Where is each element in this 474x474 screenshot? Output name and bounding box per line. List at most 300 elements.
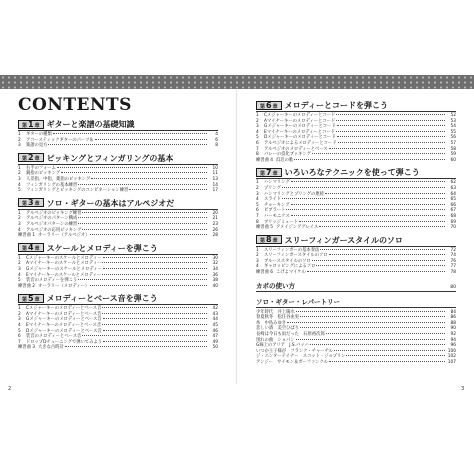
leader-dots (310, 344, 445, 345)
entry-page: 72 (450, 247, 456, 253)
entry-title: アルペジオの応用ピッキング (26, 227, 82, 233)
chapter-title: ギターと楽譜の基礎知識 (46, 119, 135, 129)
entry-page: 52 (450, 113, 456, 118)
leader-dots (329, 254, 445, 255)
chapter-prefix: 第 (22, 201, 28, 208)
chapter-heading[interactable] (256, 234, 456, 247)
entry-title: スライド (264, 197, 282, 203)
leader-dots (90, 234, 207, 235)
leader-dots (307, 271, 445, 272)
repertoire-song: G線上のアリア J.S.バッハ (256, 343, 309, 349)
repertoire-page: 86 (450, 315, 456, 321)
entry-title: ブルーススタイルのソロ (264, 258, 311, 264)
chapter-section (18, 152, 218, 194)
leader-dots (102, 307, 207, 308)
chapter-title: メロディーとコードを弾こう (284, 100, 388, 110)
leader-dots (325, 193, 445, 194)
chapter-title: ソロ・ギターの基本はアルペジオだ (46, 197, 175, 208)
entry-number: 2 (256, 253, 259, 259)
leader-dots (78, 217, 207, 218)
entry-number: 6 (256, 140, 259, 146)
entry-number: 5 (18, 278, 21, 284)
entry-page: 69 (450, 219, 456, 225)
chapter-section (18, 292, 218, 351)
entry-page: 28 (212, 233, 218, 239)
entry-page: 40 (212, 283, 218, 289)
entry-title: ハーモニクス (264, 213, 290, 219)
page-number-left: 2 (8, 386, 12, 392)
entry-title: アルペジオによるメロディーとコード (264, 140, 337, 146)
chapter-section (256, 166, 456, 230)
leader-dots (336, 131, 445, 132)
leader-dots (57, 167, 207, 168)
leader-dots (103, 268, 207, 269)
entry-page: 70 (450, 225, 456, 231)
chapter-number: 3 (28, 198, 34, 208)
leader-dots (78, 223, 207, 224)
chapter-section (256, 234, 456, 276)
entry-number: 3 (18, 221, 21, 227)
entry-title: Aマイナーキーのスケールとメロディー (26, 261, 102, 267)
entry-page: 78 (450, 270, 456, 276)
chapter-section (18, 242, 218, 290)
toc-entry[interactable] (18, 233, 218, 239)
entry-number: 2 (18, 171, 21, 177)
entry-number: 2 (18, 261, 21, 267)
entry-number: 3 (256, 191, 259, 197)
entry-page: 62 (450, 180, 456, 186)
chapter-prefix: 第 (22, 246, 28, 253)
entry-title: ビブラート (264, 208, 286, 214)
entry-number: 練習曲 3 (18, 345, 35, 351)
chapter-title: スケールとメロディーを弾こう (46, 242, 158, 253)
chapter-suffix: 章 (272, 103, 278, 110)
entry-page: 53 (450, 118, 456, 124)
repertoire-page: 88 (450, 320, 456, 326)
repertoire-song: 別れの曲 ショパン (256, 337, 295, 343)
entry-number: 5 (18, 188, 21, 194)
entry-page: 11 (212, 171, 218, 177)
entry-title: バレーの技化ブッキング (264, 152, 311, 158)
entry-title: Gメジャーキーのスケールとメロディー (26, 266, 102, 272)
entry-title: ブリッジミュート (264, 219, 298, 225)
entry-title: ハンマリング (264, 180, 290, 186)
leader-dots (78, 279, 207, 280)
entry-number: 3 (18, 176, 21, 182)
entry-page: 58 (450, 146, 456, 152)
entry-page: 50 (212, 345, 218, 351)
leader-dots (282, 198, 445, 199)
chapter-heading[interactable] (18, 242, 218, 255)
chapter-badge (18, 198, 44, 207)
entry-number: 練習曲 1 (18, 233, 35, 239)
leader-dots (91, 178, 207, 179)
chapter-title: スリーフィンガースタイルのソロ (284, 234, 403, 245)
toc-entry[interactable] (256, 225, 456, 231)
entry-number: 3 (256, 124, 259, 130)
entry-number: 2 (256, 118, 259, 124)
entry-page: 45 (212, 323, 218, 329)
repertoire-title: ソロ・ギター・レパートリー (256, 297, 340, 306)
entry-title: スリーフィンガースタイルのソロ (264, 253, 328, 259)
left-chapter-list (18, 118, 218, 351)
entry-page: 34 (212, 266, 218, 272)
leader-dots (103, 257, 207, 258)
entry-title: アルペジオのパターン構成 (26, 216, 78, 222)
entry-page: 55 (450, 129, 456, 135)
chapter-suffix: 章 (272, 170, 278, 177)
decorative-header-band (0, 75, 474, 89)
entry-page: 77 (450, 264, 456, 270)
entry-title: スリーフィンガーの基本奏法 (264, 247, 320, 253)
repertoire-page: 102 (447, 354, 456, 360)
repertoire-page: 100 (447, 348, 456, 354)
chapter-suffix: 章 (34, 156, 40, 163)
leader-dots (296, 339, 445, 340)
repertoire-song: いつか王子様が フランク・チャーチル (256, 348, 333, 354)
repertoire-song: 悲しい酒 美空ひばり (256, 326, 299, 332)
leader-dots (294, 159, 445, 160)
entry-page: 44 (212, 317, 218, 323)
entry-number: 練習曲 2 (18, 283, 35, 289)
chapter-number: 6 (266, 100, 272, 110)
entry-number: 練習曲 6 (256, 270, 273, 276)
chapter-number: 7 (266, 167, 272, 177)
toc-entry[interactable] (18, 143, 218, 149)
chapter-heading[interactable] (18, 152, 218, 165)
entry-number: 4 (18, 227, 21, 233)
leader-dots (319, 226, 445, 227)
entry-page: 49 (212, 339, 218, 345)
contents-heading: CONTENTS (18, 95, 132, 115)
repertoire-section-heading (256, 297, 456, 308)
entry-title: Dメジャーキーのメロディーとベース音 (26, 328, 102, 334)
entry-number: 8 (256, 152, 259, 158)
leader-dots (95, 139, 207, 140)
chapter-prefix: 第 (260, 170, 266, 177)
leader-dots (102, 313, 207, 314)
repertoire-page: 92 (450, 332, 456, 338)
entry-title: アルペジオパターンの練習 (26, 221, 78, 227)
leader-dots (326, 333, 445, 334)
entry-page: 43 (212, 311, 218, 317)
repertoire-song: 少年時代 井上陽水 (256, 309, 295, 315)
entry-page: 30 (212, 255, 218, 261)
entry-page: 76 (450, 258, 456, 264)
leader-dots (282, 187, 445, 188)
entry-number: 2 (18, 137, 21, 143)
entry-title: ギャロッピングによるソロ (264, 264, 316, 270)
entry-title: 装音のメロディーとベース音 (26, 334, 82, 340)
entry-number: 練習曲 5 (256, 225, 273, 231)
entry-title: 浜辺の歌 (276, 157, 294, 163)
chapter-badge (256, 101, 282, 110)
chapter-badge (256, 168, 282, 177)
chapter-heading[interactable] (18, 197, 218, 210)
entry-title: アルペジオのメロディーとベース (264, 146, 328, 152)
chapter-badge (18, 120, 44, 129)
entry-title: Eマイナーキーのスケールとメロディー (26, 272, 102, 278)
entry-title: プリング (264, 185, 281, 191)
entry-title: Cメジャーキーのメロディーとベース音 (26, 306, 102, 312)
leader-dots (82, 212, 207, 213)
capo-section-heading[interactable] (256, 281, 456, 292)
leader-dots (316, 265, 445, 266)
leader-dots (312, 153, 445, 154)
entry-page: 13 (212, 176, 218, 182)
repertoire-page: 107 (447, 360, 456, 365)
entry-page: 26 (212, 227, 218, 233)
entry-number: 8 (256, 219, 259, 225)
entry-title: ドロップDチューニングで弾いてみよう (26, 339, 103, 345)
leader-dots (299, 221, 445, 222)
chapter-heading[interactable] (18, 118, 218, 131)
entry-title: オーラリー（メロディー） (38, 283, 90, 289)
leader-dots (320, 249, 445, 250)
leader-dots (300, 316, 445, 317)
entry-page: 56 (450, 135, 456, 141)
entry-title: ギターの種類 (26, 132, 52, 137)
leader-dots (334, 350, 445, 351)
chapter-suffix: 章 (34, 122, 40, 129)
chapter-badge (256, 235, 282, 244)
entry-title: フィンガリングとピッキングのコンビネーション練習 (26, 188, 129, 194)
toc-entry[interactable] (18, 188, 218, 194)
entry-title: Gメジャーキーのメロディーとベース音 (26, 317, 102, 323)
entry-number: 1 (256, 113, 259, 118)
entry-number: 4 (18, 182, 21, 188)
toc-entry[interactable] (18, 345, 218, 351)
repertoire-entry[interactable] (256, 360, 456, 366)
chapter-prefix: 第 (260, 238, 266, 245)
entry-number: 2 (18, 311, 21, 317)
entry-page: 67 (450, 208, 456, 214)
leader-dots (65, 346, 207, 347)
chapter-title: メロディーとベース音を弾こう (46, 293, 158, 304)
leader-dots (287, 322, 445, 323)
entry-title: フィンガリングの基本練習 (26, 182, 78, 188)
chapter-section (18, 118, 218, 149)
page-number-right: 3 (461, 386, 465, 392)
entry-page: 64 (450, 191, 456, 197)
entry-number: 4 (256, 129, 259, 135)
chapter-prefix: 第 (22, 156, 28, 163)
repertoire-page: 84 (450, 309, 456, 315)
chapter-badge (18, 243, 44, 252)
entry-number: 4 (256, 197, 259, 203)
entry-number: 5 (256, 135, 259, 141)
leader-dots (78, 184, 207, 185)
entry-page: 4 (215, 132, 218, 137)
right-chapter-list (256, 99, 456, 276)
entry-number: 5 (256, 202, 259, 208)
entry-title: 右手のフォーム (26, 165, 56, 171)
leader-dots (129, 189, 207, 190)
leader-dots (336, 114, 445, 115)
leader-dots (329, 148, 445, 149)
entry-title: チョーキング (264, 202, 290, 208)
entry-page: 74 (450, 253, 456, 259)
chapter-badge (18, 294, 44, 303)
entry-page: 57 (450, 140, 456, 146)
entry-number: 3 (256, 258, 259, 264)
repertoire-song: 春夏秋冬 松任谷由実 (256, 315, 299, 321)
entry-number: 1 (256, 247, 259, 253)
entry-page: 20 (212, 210, 218, 216)
repertoire-page: 90 (450, 326, 456, 332)
chapter-number: 4 (28, 243, 34, 253)
repertoire-page: 94 (450, 337, 456, 343)
leader-dots (102, 324, 207, 325)
capo-title: カポの使い方 (256, 281, 295, 290)
entry-title: アメイジンググレイス (276, 225, 319, 231)
leader-dots (312, 260, 445, 261)
chapter-number: 2 (28, 153, 34, 163)
entry-number: 3 (18, 143, 21, 149)
leader-dots (329, 361, 445, 362)
entry-page: 65 (450, 197, 456, 203)
leader-dots (61, 172, 207, 173)
capo-page: 80 (450, 284, 456, 290)
entry-number: 4 (256, 264, 259, 270)
leader-dots (90, 285, 207, 286)
leader-dots (291, 215, 445, 216)
entry-page: 66 (450, 202, 456, 208)
entry-page: 68 (450, 213, 456, 219)
leader-dots (337, 136, 445, 137)
leader-dots (296, 311, 445, 312)
toc-entry[interactable] (256, 158, 456, 164)
entry-page: 59 (450, 152, 456, 158)
chapter-heading[interactable] (256, 166, 456, 179)
chapter-number: 5 (28, 293, 34, 303)
entry-title: Eマイナーキーのメロディーとコード (264, 129, 336, 135)
entry-page: 54 (450, 124, 456, 130)
entry-page: 36 (212, 272, 218, 278)
chapter-number: 1 (28, 119, 34, 129)
repertoire-song: アンジー サイモン＆ガーファンクル (256, 360, 328, 365)
repertoire-list (256, 310, 456, 366)
chapter-prefix: 第 (260, 103, 266, 110)
entry-number: 7 (256, 213, 259, 219)
entry-number: 3 (18, 266, 21, 272)
entry-title: 大きな古時計 (38, 345, 64, 351)
toc-entry[interactable] (18, 284, 218, 290)
entry-title: ハンマリングとプリングの連続 (264, 191, 324, 197)
entry-title: Cメジャーキーのスケールとメロディー (26, 255, 102, 261)
entry-title: 装音のメロディーを弾こう (26, 278, 78, 284)
entry-title: アルペジオのピッキング練習 (26, 210, 82, 216)
entry-number: 5 (18, 328, 21, 334)
chapter-heading[interactable] (256, 99, 456, 112)
leader-dots (53, 133, 207, 134)
entry-number: 1 (256, 180, 259, 186)
entry-number: 練習曲 4 (256, 157, 273, 163)
right-page (256, 96, 456, 366)
entry-number: 3 (18, 317, 21, 323)
leader-dots (103, 341, 207, 342)
leader-dots (337, 125, 445, 126)
entry-number: 2 (256, 185, 259, 191)
entry-title: Gメジャーキーのメロディーとコード (264, 124, 336, 130)
leader-dots (300, 327, 445, 328)
entry-page: 47 (212, 334, 218, 340)
entry-page: 8 (215, 143, 218, 149)
entry-page: 42 (212, 306, 218, 312)
leader-dots (291, 181, 445, 182)
entry-number: 7 (18, 339, 21, 345)
chapter-suffix: 章 (272, 238, 278, 245)
entry-page: 17 (212, 188, 218, 194)
chapter-suffix: 章 (34, 246, 40, 253)
chapter-heading[interactable] (18, 292, 218, 305)
entry-title: 楽譜の見方 (26, 143, 48, 149)
entry-page: 6 (215, 137, 218, 143)
entry-page: 60 (450, 157, 456, 163)
entry-page: 38 (212, 278, 218, 284)
entry-page: 46 (212, 328, 218, 334)
entry-title: オーラリー（アルペジオ） (38, 233, 90, 239)
leader-dots (336, 120, 445, 121)
entry-number: 4 (18, 323, 21, 329)
entry-title: Cメジャーキーのメロディーとコード (264, 113, 336, 118)
chapter-suffix: 章 (34, 296, 40, 303)
leader-dots (346, 355, 445, 356)
entry-title: アコースティックギターのパーツ＆ (26, 137, 94, 143)
leader-dots (102, 274, 207, 275)
entry-page: 10 (212, 165, 218, 171)
entry-page: 63 (450, 185, 456, 191)
entry-title: 親指のピッキング (26, 171, 61, 177)
leader-dots (102, 262, 207, 263)
entry-number: 4 (18, 272, 21, 278)
repertoire-song: 糸 中島みゆき (256, 320, 287, 326)
entry-number: 1 (18, 255, 21, 261)
entry-number: 1 (18, 165, 21, 171)
entry-page: 21 (212, 216, 218, 222)
entry-title: Aマイナーキーのメロディーとコード (264, 118, 336, 124)
leader-dots (338, 142, 445, 143)
entry-title: Dメジャーキーのメロディーとコード (264, 135, 336, 141)
chapter-title: いろいろなテクニックを使って弾こう (284, 167, 420, 178)
leader-dots (103, 318, 207, 319)
entry-number: 1 (18, 132, 21, 137)
chapter-suffix: 章 (34, 201, 40, 208)
page-gutter (236, 89, 237, 384)
chapter-prefix: 第 (22, 122, 28, 129)
entry-number: 7 (256, 146, 259, 152)
chapter-prefix: 第 (22, 296, 28, 303)
repertoire-song: ジ・エンターテイナー スコット・ジョプリン (256, 354, 346, 360)
entry-page: 23 (212, 221, 218, 227)
leader-dots (82, 229, 207, 230)
leader-dots (82, 335, 207, 336)
entry-number: 1 (18, 306, 21, 312)
entry-title: 人差指、中指、薬指のピッキング (26, 176, 91, 182)
entry-title: Eマイナーキーのメロディーとベース音 (26, 323, 102, 329)
leader-dots (291, 204, 445, 205)
toc-entry[interactable] (256, 270, 456, 276)
chapter-badge (18, 153, 44, 162)
entry-number: 1 (18, 210, 21, 216)
entry-page: 14 (212, 182, 218, 188)
leader-dots (286, 209, 445, 210)
chapter-title: ピッキングとフィンガリングの基本 (46, 152, 174, 163)
entry-title: Aマイナーキーのメロディーとベース音 (26, 311, 102, 317)
entry-title: こげよマイケル (276, 270, 306, 276)
repertoire-page: 96 (450, 343, 456, 349)
leader-dots (103, 330, 207, 331)
